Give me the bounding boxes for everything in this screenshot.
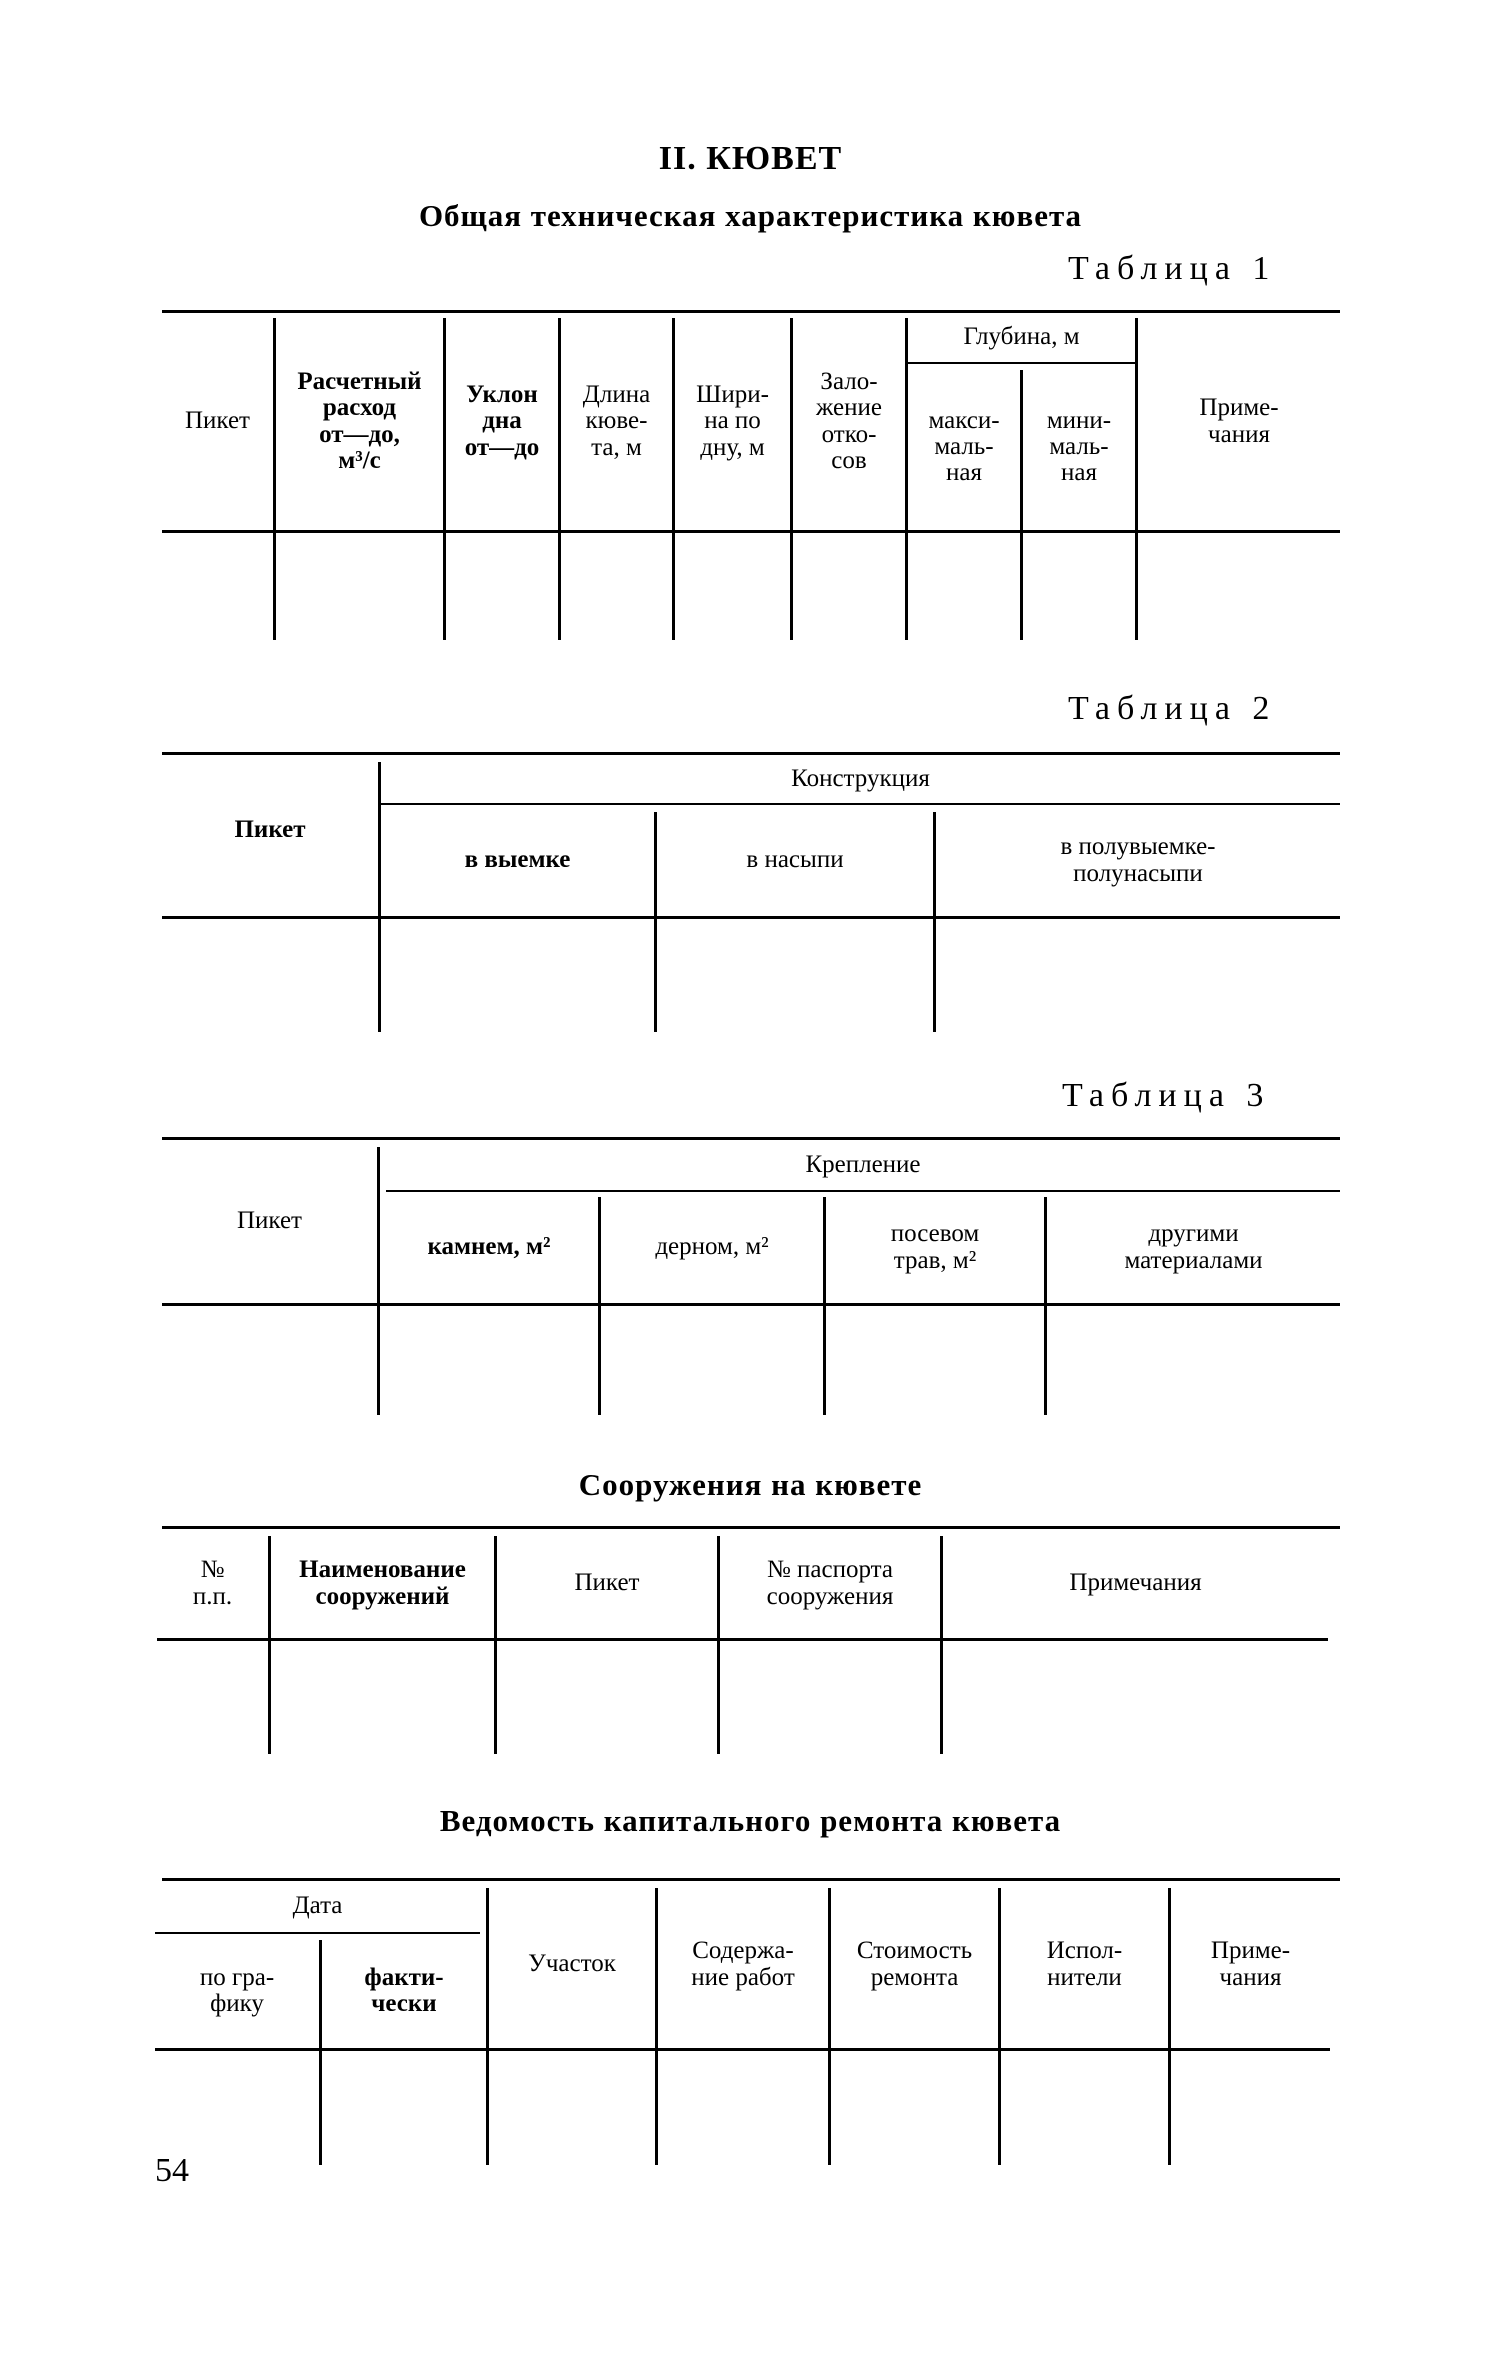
table5-header-ispolniteli: Испол- нители	[1046, 1937, 1123, 1991]
page-number: 54	[155, 2152, 189, 2189]
table2-header-rule	[162, 916, 1340, 919]
table1-header-shirina: Шири- на по дну, м	[696, 381, 769, 461]
table3-header-kreplenie: Крепление	[805, 1150, 921, 1178]
table5-header-rule	[155, 2048, 1330, 2051]
table2-header-piket: Пикет	[234, 816, 306, 843]
table1-header-maks: макси- маль- ная	[928, 406, 1000, 487]
table2-label: Таблица 2	[1068, 690, 1277, 727]
table1-subtitle: Общая техническая характеристика кювета	[418, 198, 1083, 233]
table3-header-dernom: дерном, м²	[655, 1233, 769, 1261]
table5-header-po-grafiku: по гра- фику	[199, 1963, 275, 2017]
table4-header-primech: Примечания	[1069, 1569, 1202, 1597]
table5-header-fakticheski: факти- чески	[364, 1963, 444, 2017]
table4-header-rule	[157, 1638, 1328, 1641]
table3-header-piket: Пикет	[237, 1207, 302, 1234]
table1-header-glubina: Глубина, м	[963, 323, 1080, 351]
table1-header-dlina: Длина кюве- та, м	[582, 381, 651, 461]
table1-header-raschet: Расчетный расход от—до, м³/с	[297, 368, 422, 474]
table1-header-primech: Приме- чания	[1199, 394, 1279, 448]
table1-header-rule	[162, 530, 1340, 533]
table5-title: Ведомость капитального ремонта кювета	[439, 1803, 1062, 1838]
table5-header-soderzhanie: Содержа- ние работ	[691, 1937, 795, 1991]
table3-header-posevom: посевом трав, м²	[890, 1220, 980, 1274]
table1-header-uklon: Уклон дна от—до	[464, 381, 540, 461]
table2-header-poluvyemke: в полувыемке- полунасыпи	[1060, 833, 1216, 887]
table4-header-piket: Пикет	[574, 1569, 640, 1597]
table2-header-vyemke: в выемке	[464, 846, 571, 874]
table3-header-kamnem: камнем, м²	[427, 1233, 551, 1261]
table4-header-pasport: № паспорта сооружения	[766, 1556, 894, 1610]
table4-title: Сооружения на кювете	[578, 1467, 923, 1502]
table1-header-mini: мини- маль- ная	[1046, 406, 1112, 487]
table4-header-naimenovanie: Наименование сооружений	[299, 1556, 466, 1610]
table1-header-zalozhenie: Зало- жение отко- сов	[816, 368, 882, 474]
table2-header-nasypi: в насыпи	[746, 846, 844, 874]
table5-header-stoimost: Стоимость ремонта	[856, 1937, 973, 1991]
table3-header-rule	[162, 1303, 1340, 1306]
section-title: II. КЮВЕТ	[658, 140, 843, 177]
table1-label: Таблица 1	[1068, 250, 1277, 287]
table2-header-konstrukciya: Конструкция	[791, 764, 930, 792]
table3-label: Таблица 3	[1062, 1077, 1271, 1114]
table3-header-drugimi: другими материалами	[1124, 1220, 1263, 1274]
table4-header-nomer: № п.п.	[192, 1556, 233, 1610]
table5-header-data: Дата	[292, 1892, 343, 1920]
table5-header-primech: Приме- чания	[1210, 1937, 1291, 1991]
table1-header-piket: Пикет	[185, 407, 250, 435]
table5-header-uchastok: Участок	[528, 1950, 616, 1978]
